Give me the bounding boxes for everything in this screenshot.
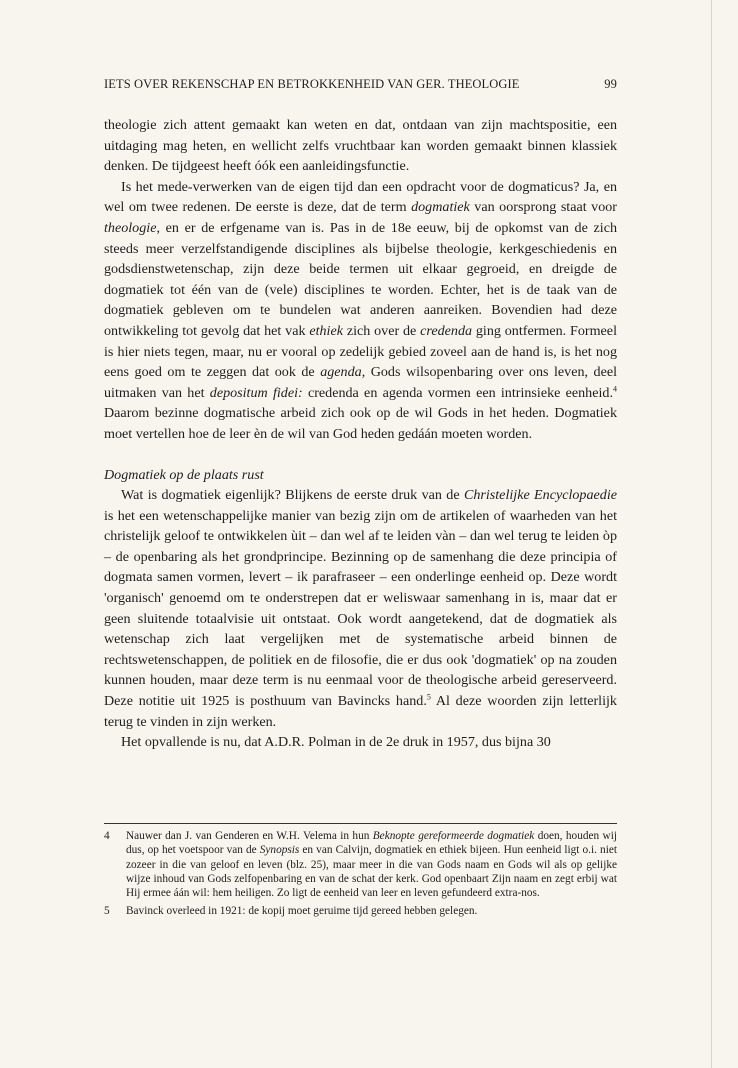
italic-term: ethiek (309, 322, 343, 339)
italic-term: Beknopte gereformeerde dogmatiek (372, 830, 535, 842)
paragraph-1: theologie zich attent gemaakt kan weten en dat, ontdaan van zijn machtspositie, een uitdaging mag heten, en wellicht zelfs vruchtbaar kan worden gemaakt binnen klassiek denken. De tijdgeest heeft óók een aanleidingsfunctie. (104, 117, 617, 175)
footnote-text: Bavinck overleed in 1921: de kopij moet geruime tijd gereed hebben gelegen. (126, 905, 478, 918)
page-edge-line (711, 0, 712, 1068)
footnote-number: 4 (104, 830, 110, 842)
footnote-text (126, 829, 617, 900)
italic-term: theologie (104, 219, 157, 236)
page-number: 99 (604, 77, 617, 91)
italic-term: depositum fidei: (209, 384, 303, 401)
text-run: Is het mede-verwerken van de eigen tijd dan een opdracht voor de dogmaticus? Ja, en wel om twee redenen. De eerste is deze, dat de term (104, 178, 617, 216)
paragraph-4: Het opvallende is nu, dat A.D.R. Polman in de 2e druk in 1957, dus bijna 30 (121, 734, 551, 751)
section-heading: Dogmatiek op de plaats rust (104, 466, 264, 483)
text-run: zich over de (343, 322, 421, 339)
italic-term: dogmatiek (411, 199, 470, 216)
text-run: Daarom bezinne dogmatische arbeid zich ook op de wil Gods in het heden. Dogmatiek moet vertellen hoe de leer èn de wil van God heden gedáán moeten worden. (104, 405, 617, 442)
italic-term: Synopsis (259, 844, 300, 857)
paragraph-2 (104, 177, 617, 445)
text-run: credenda en agenda vormen een intrinsieke eenheid. (302, 384, 613, 401)
text-run: doen, houden wij dus, op het voetspoor van de (126, 830, 617, 857)
text-run: Nauwer dan J. van Genderen en W.H. Velema in hun (126, 830, 373, 842)
text-run: Al deze woorden zijn letterlijk terug te vinden in zijn werken. (104, 693, 617, 730)
text-run: en van Calvijn, dogmatiek en ethiek bijeen. Hun eenheid ligt o.i. niet zozeer in die van geloof en leven (blz. 25), maar meer in die van Gods naam en Gods wil als op gelijke wijze inhoud van Gods zelfopenbaring en van de schat der kerk. God openbaart Zijn naam en zegt erbij wat Hij ermee áán wil: hem heiligen. Zo ligt de eenheid van leer en leven gefundeerd extra-nos. (126, 844, 617, 900)
footnotes (104, 829, 617, 923)
footnote-number: 5 (104, 905, 110, 918)
italic-term: Christelijke Encyclopaedie (463, 487, 618, 504)
text-run: Wat is dogmatiek eigenlijk? Blijkens de eerste druk van de (121, 487, 464, 504)
italic-term: credenda (420, 322, 473, 339)
text-run: , Gods wilsopenbaring over ons leven, deel uitmaken van het (104, 364, 617, 401)
text-run: , en er de erfgename van is. Pas in de 18e eeuw, bij de opkomst van de zich steeds meer verzelfstandigende disciplines als bijbelse theologie, kerkgeschiedenis en godsdienstwetenschap, zijn deze beide termen uit elkaar gegroeid, en dreigde de dogmatiek tot één van de (vele) disciplines te worden. Echter, het is de taak van de dogmatiek gebleven om te bundelen wat anderen aanreiken. Bovendien had deze ontwikkeling tot gevolg dat het vak (104, 219, 617, 339)
footnote-5 (104, 904, 617, 918)
running-header (104, 77, 617, 92)
text-run: is het een wetenschappelijke manier van bezig zijn om de artikelen of waarheden van het christelijk geloof te ontwikkelen ùit – dan wel af te leiden vàn – dan wel terug te leiden òp – de openbaring als het grondprincipe. Bezinning op de samenhang die deze principia of dogmata samen vormen, levert – ik parafraseer – een onderlinge eenheid op. Deze wordt 'organisch' genoemd om te onderstrepen dat er weliswaar samenhang in is, maar dat er geen sluitende totaalvisie uit ontstaat. Ook wordt aangetekend, dat de dogmatiek als wetenschap zich laat vergelijken met de systematische arbeid binnen de rechtswetenschappen, de politiek en de filosofie, die er dus ook 'dogmatiek' op na zouden kunnen houden, maar deze term is nu eenmaal voor de theologische arbeid gereserveerd. Deze notitie uit 1925 is posthuum van Bavincks hand. (104, 507, 617, 710)
footnote-ref-4: 4 (612, 384, 617, 394)
running-title: IETS OVER REKENSCHAP EN BETROKKENHEID VAN GER. THEOLOGIE (104, 77, 520, 91)
footnote-ref-5: 5 (426, 692, 431, 702)
text-run: van oorsprong staat voor (469, 199, 617, 216)
text-run: ging ontfermen. Formeel is hier niets tegen, maar, nu er vooral op zedelijk gebied zoveel aan de hand is, is het nog eens goed om te zeggen dat ook de (104, 322, 617, 381)
footnote-4 (104, 829, 617, 900)
footnote-rule (104, 823, 617, 824)
paragraph-3 (104, 485, 617, 732)
italic-term: agenda (320, 364, 362, 381)
main-text (104, 115, 617, 753)
